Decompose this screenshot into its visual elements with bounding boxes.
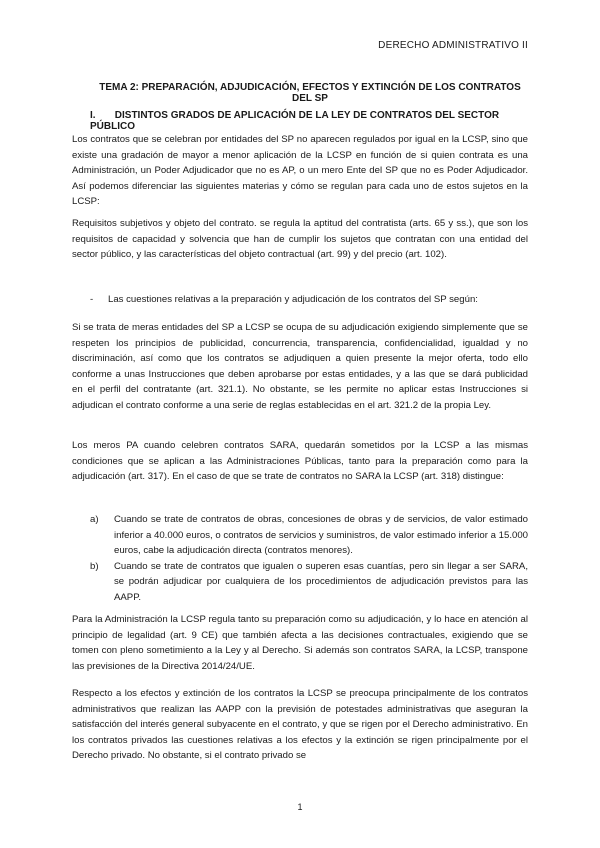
paragraph-intro: Los contratos que se celebran por entidades del SP no aparecen regulados por igual en la LCSP, sino que existe una gradación de mayor a menor aplicación de la LCSP en función de si quien contrata es una Administración, un Poder Adjudicador que no es AP, o un mero Ente del SP que no es Poder Adjudicador. Así podemos diferenciar las siguientes materias y cómo se regulan para cada uno de estos sujetos en la LCSP: <box>72 134 528 208</box>
dash-marker: - <box>90 294 94 305</box>
page-number: 1 <box>297 802 303 812</box>
list-item <box>90 559 528 606</box>
list-item-text: Cuando se trate de contratos de obras, concesiones de obras y de servicios, de valor estimado inferior a 40.000 euros, o contratos de servicios y suministros, de valor estimado inferior a 15.000 euros, cabe la adjudicación directa (contratos menores). <box>114 514 528 557</box>
running-header: DERECHO ADMINISTRATIVO II <box>378 40 528 51</box>
page-title: TEMA 2: PREPARACIÓN, ADJUDICACIÓN, EFECTOS Y EXTINCIÓN DE LOS CONTRATOS DEL SP <box>99 82 521 104</box>
paragraph-meros-pa: Los meros PA cuando celebren contratos SARA, quedarán sometidos por la LCSP a las mismas condiciones que se aplican a las Administraciones Públicas, tanto para la preparación como para la adjudicación (art. 317). En el caso de que se trate de contratos no SARA la LCSP (art. 318) distingue: <box>72 440 528 483</box>
section-heading-text: DISTINTOS GRADOS DE APLICACIÓN DE LA LEY DE CONTRATOS DEL SECTOR PÚBLICO <box>90 110 500 132</box>
paragraph-entidades-sp: Si se trata de meras entidades del SP a LCSP se ocupa de su adjudicación exigiendo simplemente que se respeten los principios de publicidad, concurrencia, transparencia, confidencialidad, igualdad y no discriminación, así como que los contratos se adjudiquen a quien presente la mejor oferta, todo ello conforme a unas Instrucciones que deben aprobarse por estas entidades, y a las que se dará publicidad en el perfil del contratante (art. 321.1). No obstante, se les permite no aplicar estas Instrucciones si adjudican el contrato conforme a una serie de reglas establecidas en el art. 321.2 de la propia Ley. <box>72 322 528 411</box>
list-item <box>90 512 528 559</box>
list-marker: b) <box>90 560 99 572</box>
list-item-text: Cuando se trate de contratos que igualen o superen esas cuantías, pero sin llegar a ser SARA, se podrán adjudicar por cualquiera de los procedimientos de adjudicación previstos para las AAPP. <box>114 560 528 603</box>
paragraph-requisitos: Requisitos subjetivos y objeto del contrato. se regula la aptitud del contratista (arts. 65 y ss.), que son los requisitos de capacidad y solvencia que han de cumplir los sujetos que contratan con una entidad del sector público, y las características del objeto contractual (art. 99) y del precio (art. 102). <box>72 218 528 261</box>
list-marker: a) <box>90 514 99 525</box>
section-heading <box>90 110 530 132</box>
paragraph-administracion: Para la Administración la LCSP regula tanto su preparación como su adjudicación, y lo hace en atención al principio de legalidad (art. 9 CE) que también afecta a las decisiones contractuales, exigiendo que se tomen con pleno sometimiento a la Ley y al Derecho. Si además son contratos SARA, la LCSP, transpone las previsiones de la Directiva 2014/24/UE. <box>72 614 528 672</box>
paragraph-efectos: Respecto a los efectos y extinción de los contratos la LCSP se preocupa principalmente de los contratos administrativos que realizan las AAPP con la previsión de potestades administrativas que aseguran la satisfacción del interés general subyacente en el contrato, y que se rigen por el Derecho administrativo. En los contratos privados las cuestiones relativas a los efectos y la extinción se rigen principalmente por el Derecho privado. No obstante, si el contrato privado se <box>72 688 528 762</box>
section-number: I. <box>90 110 96 121</box>
threshold-list <box>90 512 528 606</box>
dash-item-text: Las cuestiones relativas a la preparación y adjudicación de los contratos del SP según: <box>108 294 478 305</box>
dash-item <box>90 292 530 308</box>
